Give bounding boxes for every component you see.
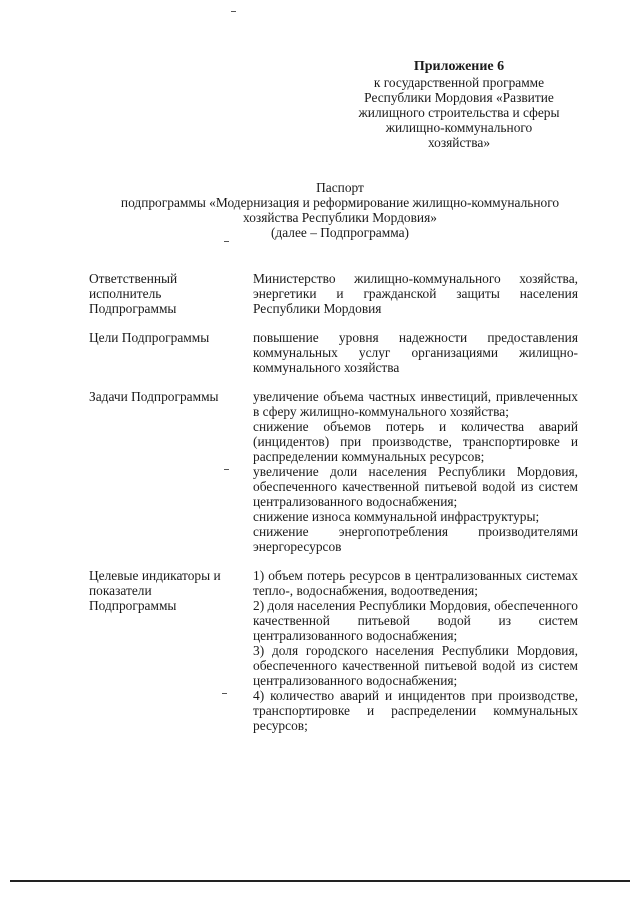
page-bottom-rule	[10, 880, 630, 882]
scan-speck	[222, 693, 227, 694]
appendix-line: жилищно-коммунального	[385, 120, 533, 135]
scan-speck	[224, 241, 229, 242]
row-content: Министерство жилищно-коммунального хозяйства, энергетики и гражданской защиты населения Республики Мордовия	[253, 271, 578, 316]
passport-line: хозяйства Республики Мордовия»	[243, 210, 437, 225]
scan-speck	[231, 11, 236, 12]
scan-speck	[224, 469, 229, 470]
appendix-header	[330, 58, 588, 150]
appendix-line: хозяйства»	[427, 135, 491, 150]
row-label: Задачи Подпрограммы	[89, 389, 219, 404]
row-label: Цели Подпрограммы	[89, 330, 210, 345]
appendix-line: Республики Мордовия «Развитие	[364, 90, 554, 105]
appendix-line: к государственной программе	[373, 75, 545, 90]
table-row	[89, 271, 589, 316]
passport-heading: Паспорт	[316, 180, 364, 195]
appendix-title: Приложение 6	[413, 59, 505, 74]
row-content: повышение уровня надежности предоставления коммунальных услуг организациями жилищно-коммунального хозяйства	[253, 330, 578, 375]
row-label: Целевые индикаторы и показатели Подпрограммы	[89, 568, 221, 613]
passport-table	[89, 271, 589, 747]
row-content: 1) объем потерь ресурсов в централизованных системах тепло-, водоснабжения, водоотведения; 2) доля населения Республики Мордовия, обеспеченного качественной питьевой водой из систем централизованного водоснабжения; 3) доля городского населения Республики Мордовия, обеспеченного качественной питьевой водой из систем централизованного водоснабжения; 4) количество аварий и инцидентов при производстве, транспортировке и распределении коммунальных ресурсов;	[253, 568, 578, 733]
row-content: увеличение объема частных инвестиций, привлеченных в сферу жилищно-коммунального хозяйства; снижение объемов потерь и количества аварий (инцидентов) при производстве, транспортировке и распределении коммунальных ресурсов; увеличение доли населения Республики Мордовия, обеспеченного качественной питьевой водой из систем централизованного водоснабжения; снижение износа коммунальной инфраструктуры; снижение энергопотребления производителями энергоресурсов	[253, 389, 578, 554]
passport-line: (далее – Подпрограмма)	[270, 225, 410, 240]
passport-line: подпрограммы «Модернизация и реформирование жилищно-коммунального	[120, 195, 560, 210]
table-row	[89, 330, 589, 375]
table-row	[89, 389, 589, 554]
passport-title-block	[60, 180, 620, 240]
table-row	[89, 568, 589, 733]
row-label: Ответственный исполнитель Подпрограммы	[89, 271, 178, 316]
appendix-line: жилищного строительства и сферы	[358, 105, 560, 120]
